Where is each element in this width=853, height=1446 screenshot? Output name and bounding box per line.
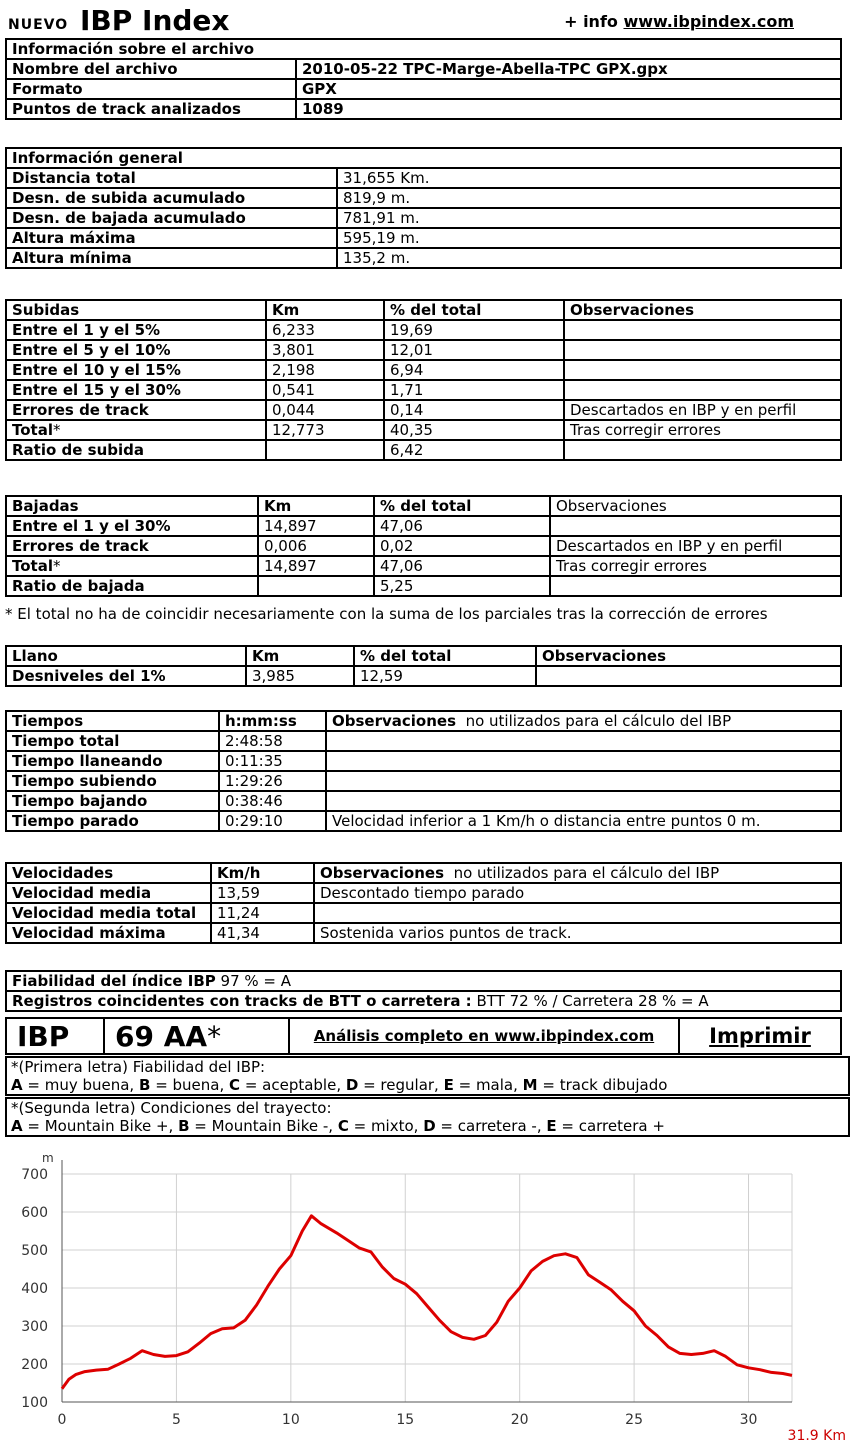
x-tick-label: 10 bbox=[281, 1412, 300, 1428]
col-header: Tiempos bbox=[6, 711, 219, 731]
km-cell: 0,044 bbox=[266, 400, 384, 420]
table-row bbox=[6, 516, 841, 536]
legend-key: D bbox=[423, 1117, 436, 1135]
col-header: Observaciones bbox=[550, 496, 841, 516]
obs-cell bbox=[564, 360, 841, 380]
percent-cell: 6,42 bbox=[384, 440, 564, 460]
print-link[interactable]: Imprimir bbox=[679, 1018, 841, 1054]
col-header: Km bbox=[246, 646, 354, 666]
legend-key: B bbox=[138, 1076, 151, 1094]
col-header: Bajadas bbox=[6, 496, 258, 516]
x-tick-label: 25 bbox=[625, 1412, 644, 1428]
y-tick-label: 500 bbox=[21, 1243, 48, 1259]
obs-header-label: Observaciones bbox=[320, 863, 445, 882]
y-tick-label: 200 bbox=[21, 1357, 48, 1373]
km-cell: 3,801 bbox=[266, 340, 384, 360]
row-value: 595,19 m. bbox=[337, 228, 841, 248]
row-label: Desn. de subida acumulado bbox=[6, 188, 337, 208]
table-row bbox=[6, 991, 841, 1011]
legend-key: C bbox=[337, 1117, 349, 1135]
row-label: Entre el 1 y el 5% bbox=[6, 320, 266, 340]
percent-cell: 40,35 bbox=[384, 420, 564, 440]
table-row bbox=[6, 556, 841, 576]
col-header: Llano bbox=[6, 646, 246, 666]
legend-second-letter bbox=[5, 1097, 850, 1137]
row-value: 31,655 Km. bbox=[337, 168, 841, 188]
obs-cell: Tras corregir errores bbox=[564, 420, 841, 440]
percent-cell: 0,02 bbox=[374, 536, 550, 556]
legend-items bbox=[11, 1117, 844, 1135]
table-header-row bbox=[6, 863, 841, 883]
ibp-score-row bbox=[5, 1017, 842, 1055]
table-row bbox=[6, 228, 841, 248]
y-tick-label: 300 bbox=[21, 1319, 48, 1335]
obs-cell bbox=[564, 340, 841, 360]
legend-value: = carretera + bbox=[556, 1117, 665, 1135]
total-label: Total bbox=[12, 556, 53, 575]
percent-cell: 5,25 bbox=[374, 576, 550, 596]
table-row bbox=[6, 971, 841, 991]
legend-title: *(Segunda letra) Condiciones del trayecto: bbox=[11, 1099, 332, 1117]
row-label: Desn. de bajada acumulado bbox=[6, 208, 337, 228]
table-header-row bbox=[6, 496, 841, 516]
asterisk-mark: * bbox=[207, 1019, 222, 1053]
row-label: Entre el 5 y el 10% bbox=[6, 340, 266, 360]
page-title: IBP Index bbox=[80, 4, 230, 37]
x-tick-label: 0 bbox=[57, 1412, 67, 1428]
speed-cell: 11,24 bbox=[211, 903, 314, 923]
y-axis-label: m bbox=[42, 1151, 54, 1165]
km-cell: 0,541 bbox=[266, 380, 384, 400]
col-header: Observaciones bbox=[536, 646, 841, 666]
reliability-row bbox=[6, 971, 841, 991]
col-header: Observaciones bbox=[564, 300, 841, 320]
km-cell: 6,233 bbox=[266, 320, 384, 340]
y-tick-label: 400 bbox=[21, 1281, 48, 1297]
obs-cell bbox=[326, 731, 841, 751]
percent-cell: 12,59 bbox=[354, 666, 536, 686]
row-label bbox=[6, 420, 266, 440]
col-header: % del total bbox=[374, 496, 550, 516]
km-cell: 14,897 bbox=[258, 556, 374, 576]
table-row bbox=[6, 59, 841, 79]
legend-items bbox=[11, 1076, 844, 1094]
table-row bbox=[6, 440, 841, 460]
col-header: % del total bbox=[354, 646, 536, 666]
col-header bbox=[326, 711, 841, 731]
legend-key: A bbox=[11, 1076, 23, 1094]
x-tick-label: 15 bbox=[396, 1412, 415, 1428]
row-label: Tiempo llaneando bbox=[6, 751, 219, 771]
page-header bbox=[8, 4, 844, 38]
row-label: Formato bbox=[6, 79, 296, 99]
obs-cell: Tras corregir errores bbox=[550, 556, 841, 576]
legend-value: = mixto, bbox=[348, 1117, 424, 1135]
flat-table bbox=[5, 645, 842, 687]
col-header: Km bbox=[258, 496, 374, 516]
table-row bbox=[6, 791, 841, 811]
row-label: Velocidad máxima bbox=[6, 923, 211, 943]
obs-cell: Velocidad inferior a 1 Km/h o distancia entre puntos 0 m. bbox=[326, 811, 841, 831]
legend-key: D bbox=[345, 1076, 359, 1094]
obs-cell: Descontado tiempo parado bbox=[314, 883, 841, 903]
legend-value: = Mountain Bike -, bbox=[189, 1117, 338, 1135]
x-tick-label: 20 bbox=[510, 1412, 529, 1428]
obs-cell bbox=[326, 791, 841, 811]
percent-cell: 1,71 bbox=[384, 380, 564, 400]
col-header: h:mm:ss bbox=[219, 711, 326, 731]
col-header: Km bbox=[266, 300, 384, 320]
table-row bbox=[6, 666, 841, 686]
legend-value: = carretera -, bbox=[435, 1117, 547, 1135]
km-cell: 14,897 bbox=[258, 516, 374, 536]
row-value: 2010-05-22 TPC-Marge-Abella-TPC GPX.gpx bbox=[296, 59, 841, 79]
table-row bbox=[6, 731, 841, 751]
matching-row bbox=[6, 991, 841, 1011]
legend-key: E bbox=[546, 1117, 557, 1135]
obs-cell bbox=[314, 903, 841, 923]
obs-cell bbox=[564, 320, 841, 340]
legend-value: = regular, bbox=[358, 1076, 444, 1094]
table-row bbox=[6, 320, 841, 340]
row-value: GPX bbox=[296, 79, 841, 99]
legend-value: = Mountain Bike +, bbox=[22, 1117, 179, 1135]
legend-value: = muy buena, bbox=[22, 1076, 139, 1094]
matching-label: Registros coincidentes con tracks de BTT o carretera : bbox=[12, 991, 472, 1010]
row-label: Velocidad media total bbox=[6, 903, 211, 923]
table-row bbox=[6, 380, 841, 400]
speeds-table bbox=[5, 862, 842, 944]
legend-value: = aceptable, bbox=[240, 1076, 346, 1094]
new-badge: NUEVO bbox=[8, 17, 69, 33]
table-row bbox=[6, 248, 841, 268]
row-label: Errores de track bbox=[6, 400, 266, 420]
legend-key: E bbox=[443, 1076, 454, 1094]
col-header: Subidas bbox=[6, 300, 266, 320]
row-label: Distancia total bbox=[6, 168, 337, 188]
table-row bbox=[6, 208, 841, 228]
legend-key: C bbox=[229, 1076, 241, 1094]
col-header: Velocidades bbox=[6, 863, 211, 883]
obs-header-note: no utilizados para el cálculo del IBP bbox=[465, 711, 732, 730]
time-cell: 0:38:46 bbox=[219, 791, 326, 811]
table-row bbox=[6, 576, 841, 596]
time-cell: 0:29:10 bbox=[219, 811, 326, 831]
total-label: Total bbox=[12, 420, 53, 439]
row-label: Velocidad media bbox=[6, 883, 211, 903]
row-label: Altura mínima bbox=[6, 248, 337, 268]
percent-cell: 6,94 bbox=[384, 360, 564, 380]
table-row bbox=[6, 883, 841, 903]
table-row bbox=[6, 360, 841, 380]
file-info-table bbox=[5, 38, 842, 120]
table-row bbox=[6, 79, 841, 99]
row-label: Entre el 15 y el 30% bbox=[6, 380, 266, 400]
y-tick-label: 600 bbox=[21, 1205, 48, 1221]
row-label: Errores de track bbox=[6, 536, 258, 556]
descents-table bbox=[5, 495, 842, 597]
row-value: 819,9 m. bbox=[337, 188, 841, 208]
table-row bbox=[6, 903, 841, 923]
climbs-table bbox=[5, 299, 842, 461]
reliability-label: Fiabilidad del índice IBP bbox=[12, 971, 216, 990]
percent-cell: 12,01 bbox=[384, 340, 564, 360]
percent-cell: 47,06 bbox=[374, 516, 550, 536]
table-row bbox=[6, 188, 841, 208]
legend-value: = track dibujado bbox=[537, 1076, 668, 1094]
website-link[interactable]: www.ibpindex.com bbox=[623, 12, 794, 31]
reliability-value: 97 % = A bbox=[220, 971, 292, 990]
time-cell: 1:29:26 bbox=[219, 771, 326, 791]
table-row bbox=[6, 99, 841, 119]
legend-value: = buena, bbox=[150, 1076, 230, 1094]
row-label: Desniveles del 1% bbox=[6, 666, 246, 686]
x-tick-label: 30 bbox=[739, 1412, 758, 1428]
table-row bbox=[6, 340, 841, 360]
time-cell: 0:11:35 bbox=[219, 751, 326, 771]
row-label: Tiempo total bbox=[6, 731, 219, 751]
table-row bbox=[6, 420, 841, 440]
row-label: Puntos de track analizados bbox=[6, 99, 296, 119]
legend-key: A bbox=[11, 1117, 23, 1135]
file-info-heading: Información sobre el archivo bbox=[6, 39, 841, 59]
obs-cell: Descartados en IBP y en perfil bbox=[564, 400, 841, 420]
obs-header-label: Observaciones bbox=[332, 711, 457, 730]
table-row bbox=[6, 751, 841, 771]
obs-header-note: no utilizados para el cálculo del IBP bbox=[453, 863, 720, 882]
speed-cell: 41,34 bbox=[211, 923, 314, 943]
x-tick-label: 5 bbox=[171, 1412, 181, 1428]
row-value: 1089 bbox=[296, 99, 841, 119]
row-label: Entre el 10 y el 15% bbox=[6, 360, 266, 380]
row-label: Ratio de subida bbox=[6, 440, 266, 460]
obs-cell bbox=[326, 771, 841, 791]
km-cell bbox=[266, 440, 384, 460]
table-row bbox=[6, 923, 841, 943]
km-cell bbox=[258, 576, 374, 596]
asterisk-mark: * bbox=[52, 420, 61, 439]
row-value: 135,2 m. bbox=[337, 248, 841, 268]
obs-cell bbox=[564, 440, 841, 460]
legend-title: *(Primera letra) Fiabilidad del IBP: bbox=[11, 1058, 266, 1076]
row-label: Tiempo subiendo bbox=[6, 771, 219, 791]
col-header: % del total bbox=[384, 300, 564, 320]
obs-cell bbox=[550, 576, 841, 596]
full-analysis-link[interactable]: Análisis completo en www.ibpindex.com bbox=[289, 1018, 679, 1054]
legend-key: M bbox=[522, 1076, 538, 1094]
table-header-row bbox=[6, 711, 841, 731]
percent-cell: 19,69 bbox=[384, 320, 564, 340]
row-label bbox=[6, 556, 258, 576]
percent-cell: 47,06 bbox=[374, 556, 550, 576]
percent-cell: 0,14 bbox=[384, 400, 564, 420]
table-row bbox=[6, 400, 841, 420]
table-row bbox=[6, 536, 841, 556]
obs-cell bbox=[550, 516, 841, 536]
distance-end-label: 31.9 Km bbox=[787, 1428, 846, 1444]
table-row bbox=[6, 168, 841, 188]
totals-footnote: * El total no ha de coincidir necesariamente con la suma de los parciales tras la corrección de errores bbox=[5, 605, 768, 623]
obs-cell bbox=[326, 751, 841, 771]
ibp-score bbox=[104, 1018, 289, 1054]
col-header bbox=[314, 863, 841, 883]
info-link-group bbox=[564, 12, 794, 31]
col-header: Km/h bbox=[211, 863, 314, 883]
general-info-table bbox=[5, 147, 842, 269]
legend-first-letter bbox=[5, 1056, 850, 1096]
legend-key: B bbox=[178, 1117, 190, 1135]
general-info-heading: Información general bbox=[6, 148, 841, 168]
table-row bbox=[6, 811, 841, 831]
time-cell: 2:48:58 bbox=[219, 731, 326, 751]
reliability-table bbox=[5, 970, 842, 1012]
km-cell: 3,985 bbox=[246, 666, 354, 686]
obs-cell bbox=[564, 380, 841, 400]
table-header-row bbox=[6, 300, 841, 320]
km-cell: 12,773 bbox=[266, 420, 384, 440]
row-label: Ratio de bajada bbox=[6, 576, 258, 596]
asterisk-mark: * bbox=[52, 556, 61, 575]
ibp-label: IBP bbox=[6, 1018, 104, 1054]
obs-cell: Descartados en IBP y en perfil bbox=[550, 536, 841, 556]
km-cell: 2,198 bbox=[266, 360, 384, 380]
row-label: Tiempo bajando bbox=[6, 791, 219, 811]
row-label: Entre el 1 y el 30% bbox=[6, 516, 258, 536]
info-prefix: + info bbox=[564, 12, 618, 31]
table-row bbox=[6, 771, 841, 791]
row-label: Tiempo parado bbox=[6, 811, 219, 831]
elevation-line bbox=[62, 1216, 792, 1389]
speed-cell: 13,59 bbox=[211, 883, 314, 903]
elevation-profile-chart bbox=[0, 1150, 853, 1446]
obs-cell: Sostenida varios puntos de track. bbox=[314, 923, 841, 943]
km-cell: 0,006 bbox=[258, 536, 374, 556]
y-tick-label: 700 bbox=[21, 1167, 48, 1183]
row-value: 781,91 m. bbox=[337, 208, 841, 228]
y-tick-label: 100 bbox=[21, 1395, 48, 1411]
table-header-row bbox=[6, 646, 841, 666]
times-table bbox=[5, 710, 842, 832]
matching-value: BTT 72 % / Carretera 28 % = A bbox=[476, 991, 709, 1010]
obs-cell bbox=[536, 666, 841, 686]
legend-value: = mala, bbox=[453, 1076, 523, 1094]
ibp-score-value: 69 AA bbox=[115, 1019, 208, 1053]
row-label: Altura máxima bbox=[6, 228, 337, 248]
row-label: Nombre del archivo bbox=[6, 59, 296, 79]
